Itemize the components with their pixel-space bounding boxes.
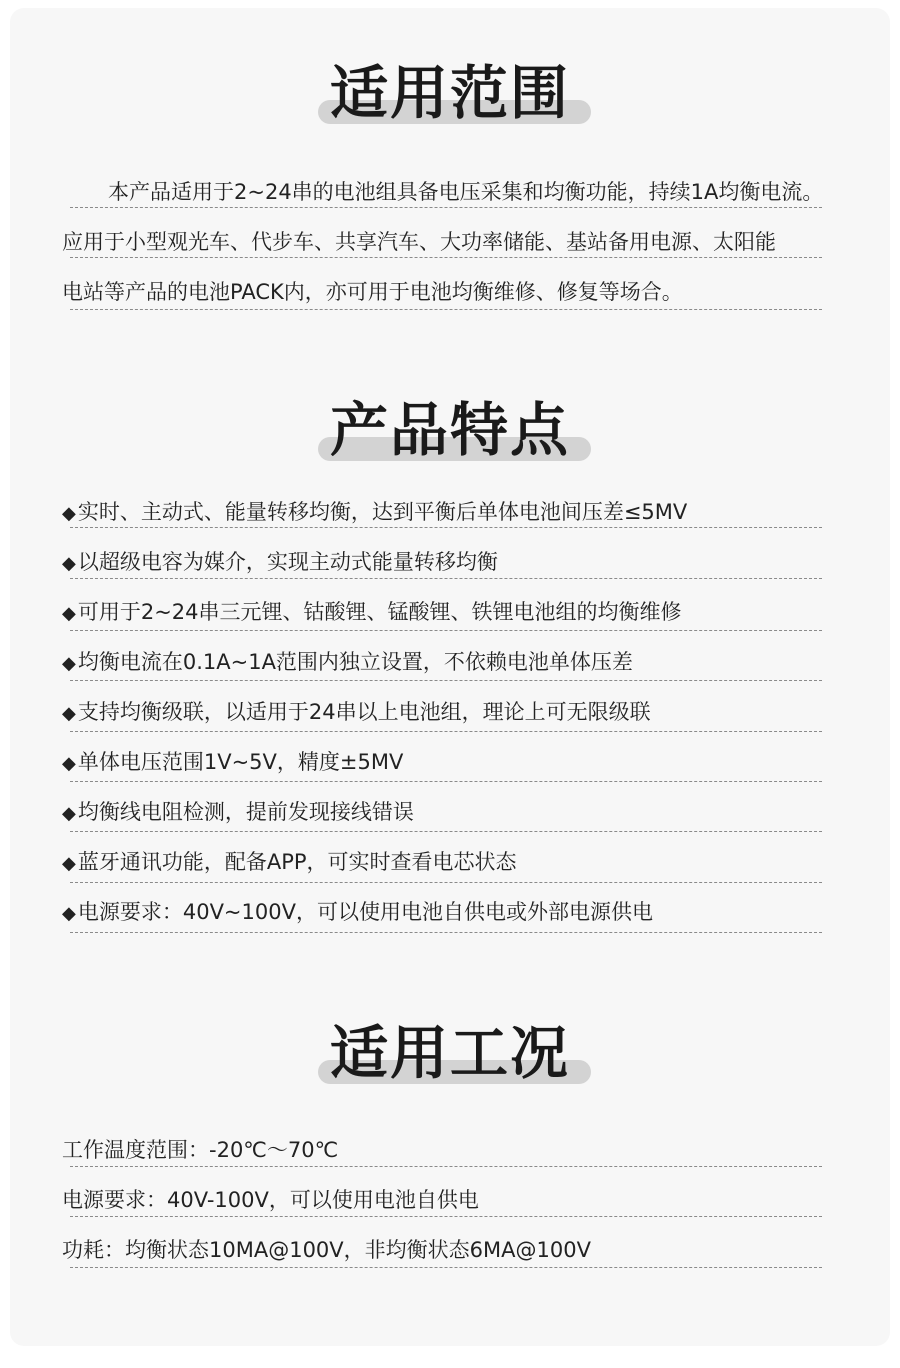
divider xyxy=(70,257,822,258)
feature-item xyxy=(62,648,633,678)
feature-text: 蓝牙通讯功能，配备APP，可实时查看电芯状态 xyxy=(77,850,517,874)
diamond-bullet-icon: ◆ xyxy=(62,753,76,774)
divider xyxy=(70,731,822,732)
conditions-title: 适用工况 xyxy=(329,1019,570,1087)
feature-text: 电源要求：40V~100V，可以使用电池自供电或外部电源供电 xyxy=(77,900,653,924)
diamond-bullet-icon: ◆ xyxy=(62,703,76,724)
divider xyxy=(70,630,822,631)
condition-line: 功耗：均衡状态10MA@100V，非均衡状态6MA@100V xyxy=(62,1238,591,1262)
diamond-bullet-icon: ◆ xyxy=(62,653,76,674)
divider xyxy=(70,1216,822,1217)
divider xyxy=(70,309,822,310)
feature-item xyxy=(62,698,651,728)
divider xyxy=(70,578,822,579)
feature-item xyxy=(62,798,414,828)
condition-line: 电源要求：40V-100V，可以使用电池自供电 xyxy=(62,1188,479,1212)
scope-line-1: 本产品适用于2~24串的电池组具备电压采集和均衡功能，持续1A均衡电流。 xyxy=(108,180,824,204)
feature-item xyxy=(62,548,498,578)
diamond-bullet-icon: ◆ xyxy=(62,603,76,624)
divider xyxy=(70,1267,822,1268)
divider xyxy=(70,1166,822,1167)
scope-line-3: 电站等产品的电池PACK内，亦可用于电池均衡维修、修复等场合。 xyxy=(62,280,683,304)
features-title: 产品特点 xyxy=(329,396,570,464)
divider xyxy=(70,781,822,782)
divider xyxy=(70,527,822,528)
scope-title: 适用范围 xyxy=(329,59,570,127)
scope-line-2: 应用于小型观光车、代步车、共享汽车、大功率储能、基站备用电源、太阳能 xyxy=(62,230,776,254)
divider xyxy=(70,207,822,208)
diamond-bullet-icon: ◆ xyxy=(62,853,76,874)
feature-text: 可用于2~24串三元锂、钴酸锂、锰酸锂、铁锂电池组的均衡维修 xyxy=(77,600,682,624)
scope-heading xyxy=(0,58,900,138)
feature-item xyxy=(62,748,403,778)
feature-text: 实时、主动式、能量转移均衡，达到平衡后单体电池间压差≤5MV xyxy=(77,500,688,524)
feature-text: 单体电压范围1V~5V，精度±5MV xyxy=(77,750,404,774)
feature-item xyxy=(62,898,653,928)
divider xyxy=(70,831,822,832)
condition-line: 工作温度范围：-20℃～70℃ xyxy=(62,1138,339,1162)
diamond-bullet-icon: ◆ xyxy=(62,553,76,574)
divider xyxy=(70,882,822,883)
features-heading xyxy=(0,395,900,475)
feature-text: 以超级电容为媒介，实现主动式能量转移均衡 xyxy=(77,550,498,574)
conditions-heading xyxy=(0,1018,900,1098)
divider xyxy=(70,680,822,681)
feature-item xyxy=(62,598,682,628)
feature-item xyxy=(62,498,687,528)
diamond-bullet-icon: ◆ xyxy=(62,903,76,924)
diamond-bullet-icon: ◆ xyxy=(62,503,76,524)
feature-text: 均衡电流在0.1A~1A范围内独立设置，不依赖电池单体压差 xyxy=(77,650,633,674)
divider xyxy=(70,932,822,933)
feature-text: 支持均衡级联，以适用于24串以上电池组，理论上可无限级联 xyxy=(77,700,651,724)
diamond-bullet-icon: ◆ xyxy=(62,803,76,824)
feature-text: 均衡线电阻检测，提前发现接线错误 xyxy=(77,800,414,824)
feature-item xyxy=(62,848,517,878)
